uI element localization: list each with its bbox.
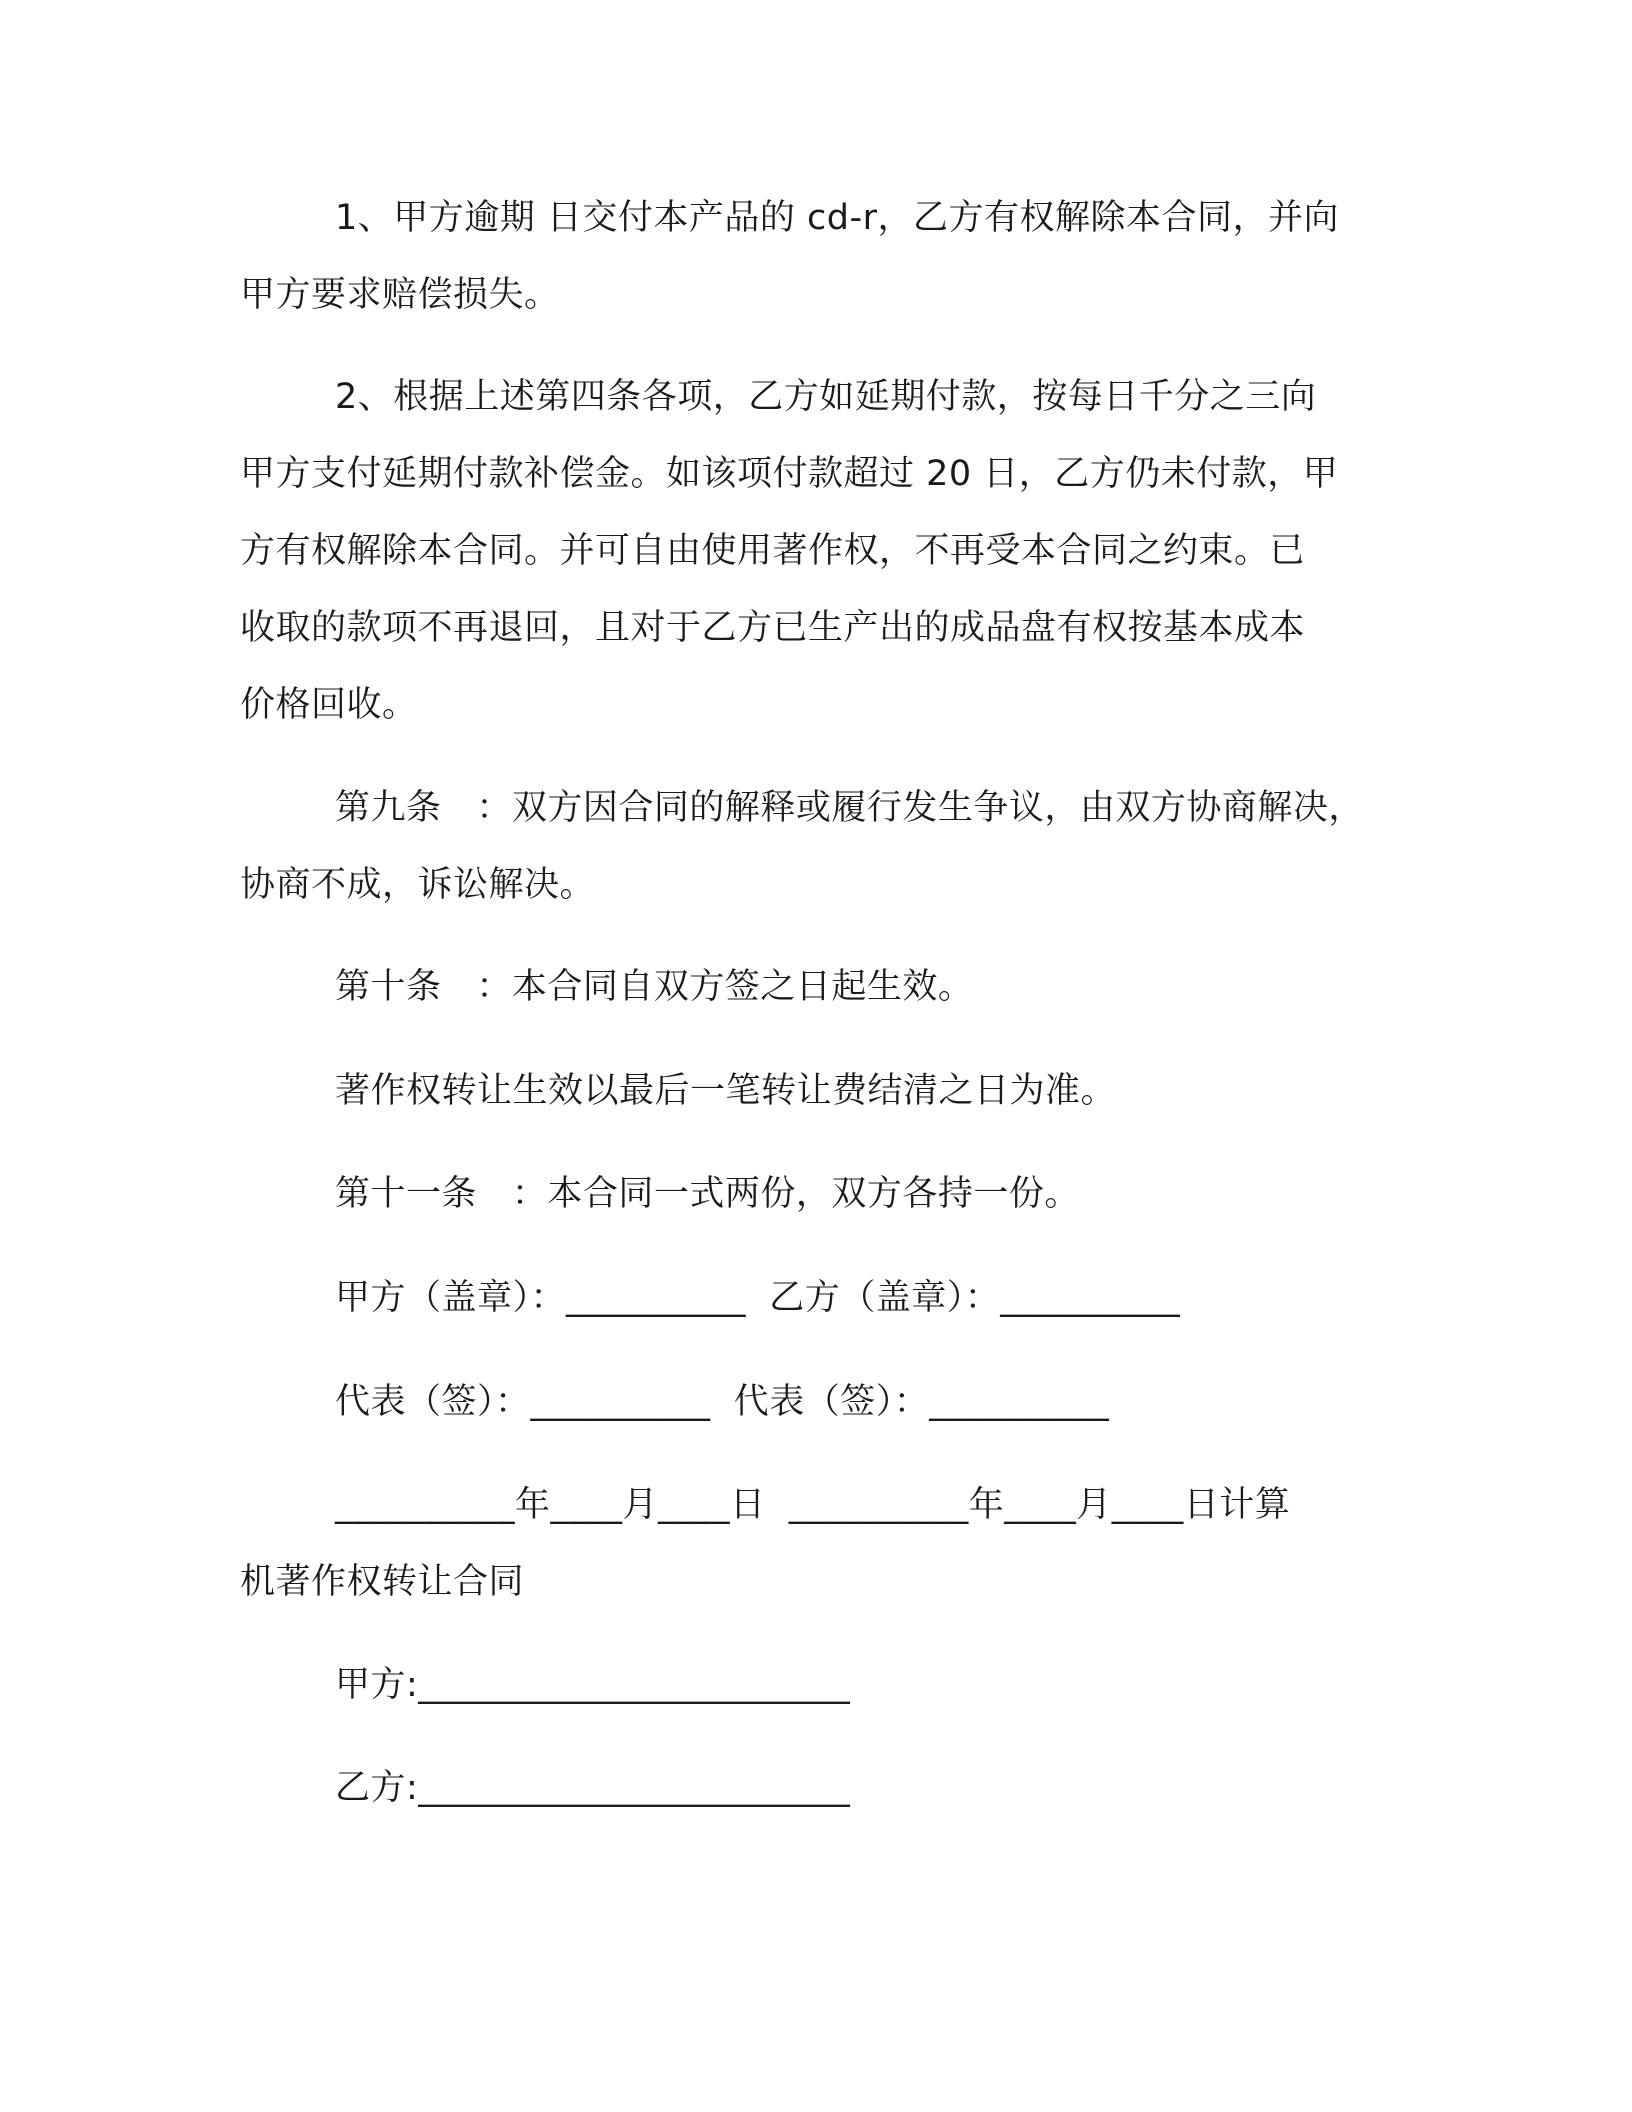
p2-line-5: 价格回收。 xyxy=(240,685,418,725)
p2-line-4: 收取的款项不再退回，且对于乙方已生产出的成品盘有权按基本成本 xyxy=(240,608,1306,648)
copyright-effect-clause: 著作权转让生效以最后一笔转让费结清之日为准。 xyxy=(335,1071,1117,1111)
seal-signature-line: 甲方（盖章）：__________ 乙方（盖章）：__________ xyxy=(335,1278,1181,1318)
p2-line-1: 2、根据上述第四条各项，乙方如延期付款，按每日千分之三向 xyxy=(335,377,1317,417)
contract-title-line: 机著作权转让合同 xyxy=(240,1562,525,1602)
p1-line-2: 甲方要求赔偿损失。 xyxy=(240,275,560,315)
p2-line-2: 甲方支付延期付款补偿金。如该项付款超过 20 日，乙方仍未付款，甲 xyxy=(240,454,1339,494)
p2-line-3: 方有权解除本合同。并可自由使用著作权，不再受本合同之约束。已 xyxy=(240,531,1306,571)
representative-signature-line: 代表（签）：__________ 代表（签）：__________ xyxy=(335,1382,1110,1422)
article-10: 第十条 ：本合同自双方签之日起生效。 xyxy=(335,967,974,1007)
party-a-line: 甲方:________________________ xyxy=(335,1665,851,1705)
date-line: __________年____月____日 __________年____月____日计算 xyxy=(335,1485,1291,1525)
article-9-line-1: 第九条 ：双方因合同的解释或履行发生争议，由双方协商解决， xyxy=(335,788,1364,828)
p1-line-1: 1、甲方逾期 日交付本产品的 cd-r，乙方有权解除本合同，并向 xyxy=(335,198,1340,238)
article-11: 第十一条 ：本合同一式两份，双方各持一份。 xyxy=(335,1174,1080,1214)
party-b-line: 乙方:________________________ xyxy=(335,1768,851,1808)
article-9-line-2: 协商不成，诉讼解决。 xyxy=(240,865,596,905)
